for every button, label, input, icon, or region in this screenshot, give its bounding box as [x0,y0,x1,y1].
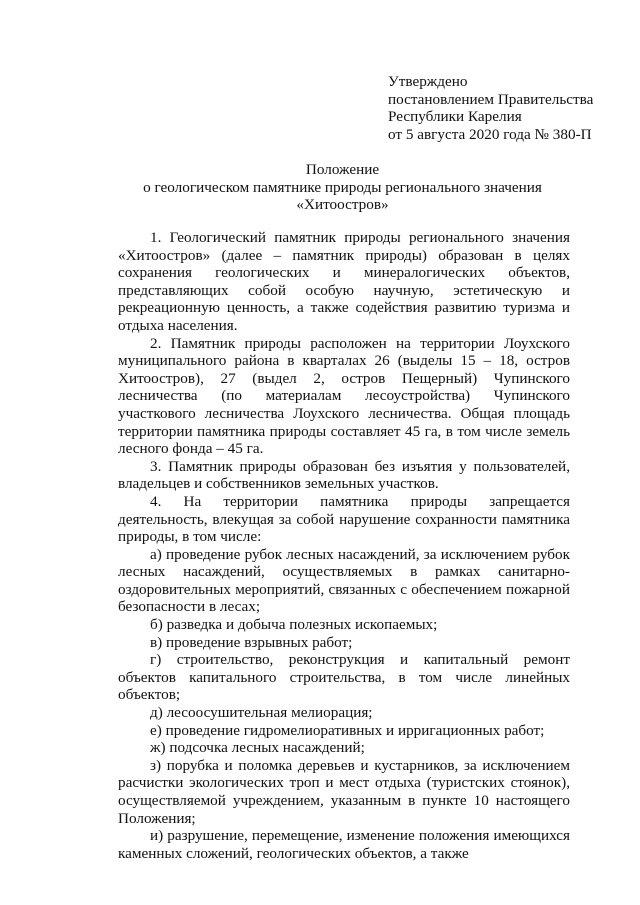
title-line-subject: о геологическом памятнике природы регионального значения [143,178,542,196]
approval-line-resolution: постановлением Правительства [388,90,594,108]
document-body [118,229,570,862]
approval-line-republic: Республики Карелия [388,108,522,126]
list-item-d: д) лесоосушительная мелиорация; [150,704,373,722]
title-line-name: «Хитоостров» [296,196,389,214]
document-title [90,161,595,214]
paragraph-2: 2. Памятник природы расположен на территории Лоухского муниципального района в кварталах 26 (выделы 15 – 18, остров Хитоостров), 27 (выдел 2, остров Пещерный) Чупинского лесничества (по материалам лесоустройства) Чупинского участкового лесничества Лоухского лесничества. Общая площадь территории памятника природы составляет 45 га, в том числе земель лесного фонда – 45 га. [118,334,570,458]
title-line-regulation: Положение [305,161,380,178]
list-item-i: и) разрушение, перемещение, изменение положения имеющихся каменных сложений, геологических объектов, а также [118,827,570,862]
approval-line-approved: Утверждено [388,73,468,90]
list-item-z: з) порубка и поломка деревьев и кустарников, за исключением расчистки экологических троп и мест отдыха (туристских стоянок), осуществляемой учреждением, указанным в пункте 10 настоящего Положения; [118,756,570,827]
paragraph-3: 3. Памятник природы образован без изъятия у пользователей, владельцев и собственников земельных участков. [118,457,570,493]
list-item-zh: ж) подсочка лесных насаждений; [150,739,365,757]
list-item-a: а) проведение рубок лесных насаждений, за исключением рубок лесных насаждений, осуществляемых в рамках санитарно-оздоровительных мероприятий, связанных с обеспечением пожарной безопасности в лесах; [118,545,570,616]
list-item-e: е) проведение гидромелиоративных и ирригационных работ; [150,721,545,739]
list-item-v: в) проведение взрывных работ; [150,633,353,651]
list-item-g: г) строительство, реконструкция и капитальный ремонт объектов капитального строительства, в том числе линейных объектов; [118,651,570,704]
paragraph-1: 1. Геологический памятник природы регионального значения «Хитоостров» (далее – памятник природы) образован в целях сохранения геологических и минералогических объектов, представляющих собой особую научную, эстетическую и рекреационную ценность, а также содействия развитию туризма и отдыха населения. [118,229,570,334]
list-item-b: б) разведка и добыча полезных ископаемых; [150,616,438,634]
approval-line-date-number: от 5 августа 2020 года № 380-П [388,125,592,143]
paragraph-4: 4. На территории памятника природы запрещается деятельность, влекущая за собой нарушение сохранности памятника природы, в том числе: [118,492,570,546]
approval-block [388,73,633,143]
